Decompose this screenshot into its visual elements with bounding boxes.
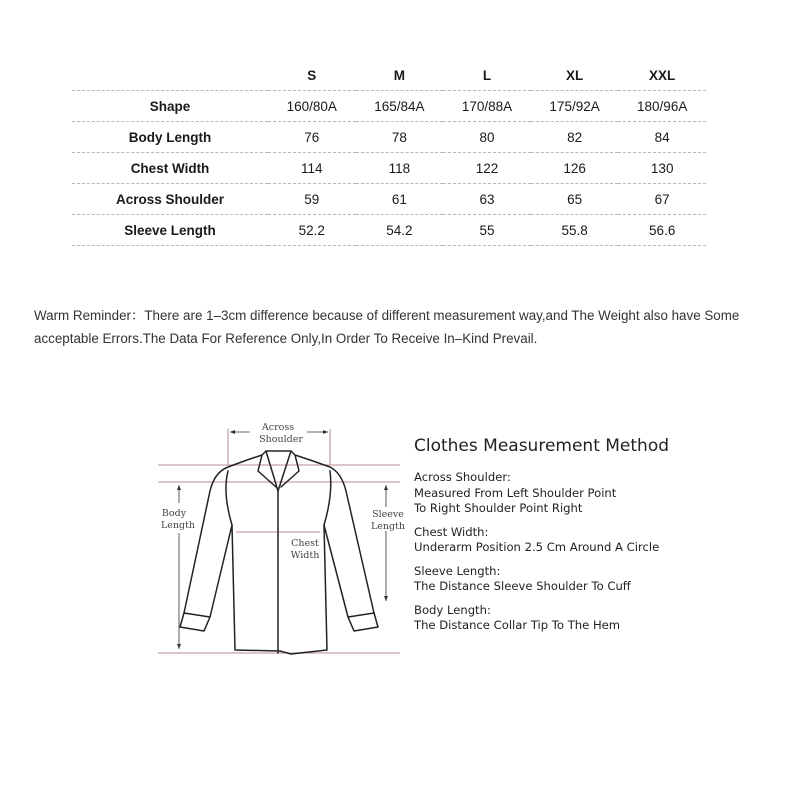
body-label-1: Body (161, 508, 187, 519)
table-cell: 126 (531, 153, 619, 184)
row-label: Body Length (72, 122, 268, 153)
arrow-head (384, 485, 388, 490)
measurement-guides (158, 429, 400, 653)
warm-reminder-text (34, 304, 774, 350)
row-label: Across Shoulder (72, 184, 268, 215)
table-cell: 118 (356, 153, 444, 184)
body-label-2: Length (160, 520, 196, 531)
column-header-s: S (268, 60, 356, 91)
table-row (72, 184, 706, 215)
sleeve-label-1: Sleeve (372, 509, 404, 520)
shirt-neckline (266, 451, 291, 491)
table-cell: 82 (531, 122, 619, 153)
right-cuff-line (348, 613, 374, 617)
left-cuff-line (184, 613, 210, 617)
method-item-text: Measured From Left Shoulder Point (414, 485, 617, 500)
method-item-across-shoulder (414, 470, 774, 517)
shirt-measurement-diagram (150, 415, 406, 665)
across-label-2: Shoulder (259, 434, 303, 445)
measurement-method-panel (414, 436, 774, 642)
method-item-body-length (414, 603, 774, 634)
reminder-line: acceptable Errors.The Data For Reference Only,In Order To Receive In–Kind Prevail. (34, 331, 538, 346)
table-cell: 84 (618, 122, 706, 153)
table-cell: 130 (618, 153, 706, 184)
chest-label-2: Width (290, 550, 320, 561)
column-header-m: M (356, 60, 444, 91)
table-cell: 160/80A (268, 91, 356, 122)
table-row (72, 215, 706, 246)
reminder-line: Warm Reminder：There are 1–3cm difference because of different measurement way,and The Weight also have Some (34, 308, 740, 323)
across-label-1: Across (261, 422, 295, 433)
table-cell: 165/84A (356, 91, 444, 122)
table-cell: 170/88A (443, 91, 531, 122)
table-row (72, 91, 706, 122)
arrow-head (384, 596, 388, 601)
table-cell: 61 (356, 184, 444, 215)
arrow-head (230, 430, 235, 434)
table-row (72, 153, 706, 184)
arrow-head (177, 644, 181, 649)
table-cell: 67 (618, 184, 706, 215)
method-item-text: The Distance Collar Tip To The Hem (414, 618, 621, 632)
row-label: Sleeve Length (72, 215, 268, 246)
method-item-heading: Sleeve Length: (414, 563, 501, 578)
method-title: Clothes Measurement Method (414, 436, 670, 456)
column-header-xl: XL (531, 60, 619, 91)
table-cell: 175/92A (531, 91, 619, 122)
method-item-text: To Right Shoulder Point Right (414, 501, 583, 515)
table-cell: 114 (268, 153, 356, 184)
table-cell: 54.2 (356, 215, 444, 246)
row-label: Chest Width (72, 153, 268, 184)
table-cell: 180/96A (618, 91, 706, 122)
left-armhole (226, 471, 232, 525)
table-cell: 52.2 (268, 215, 356, 246)
table-cell: 63 (443, 184, 531, 215)
chest-label-1: Chest (291, 538, 319, 549)
table-cell: 76 (268, 122, 356, 153)
method-item-text: The Distance Sleeve Shoulder To Cuff (414, 579, 631, 593)
table-header-row (72, 60, 706, 91)
arrow-head (177, 485, 181, 490)
table-row (72, 122, 706, 153)
method-item-heading: Chest Width: (414, 524, 489, 539)
method-item-text: Underarm Position 2.5 Cm Around A Circle (414, 540, 660, 554)
table-cell: 55.8 (531, 215, 619, 246)
table-cell: 65 (531, 184, 619, 215)
table-cell: 78 (356, 122, 444, 153)
column-header-xxl: XXL (618, 60, 706, 91)
arrow-head (323, 430, 328, 434)
right-armhole (324, 471, 331, 525)
diagram-labels (161, 422, 405, 561)
method-item-sleeve-length (414, 564, 774, 595)
method-item-heading: Body Length: (414, 602, 491, 617)
method-item-chest-width (414, 525, 774, 556)
table-cell: 55 (443, 215, 531, 246)
table-cell: 80 (443, 122, 531, 153)
table-cell: 59 (268, 184, 356, 215)
table-cell: 56.6 (618, 215, 706, 246)
sleeve-label-2: Length (370, 521, 406, 532)
size-chart-table (72, 60, 706, 246)
table-cell: 122 (443, 153, 531, 184)
row-label: Shape (72, 91, 268, 122)
column-header-l: L (443, 60, 531, 91)
table-corner-cell (72, 60, 268, 91)
method-item-heading: Across Shoulder: (414, 470, 511, 484)
